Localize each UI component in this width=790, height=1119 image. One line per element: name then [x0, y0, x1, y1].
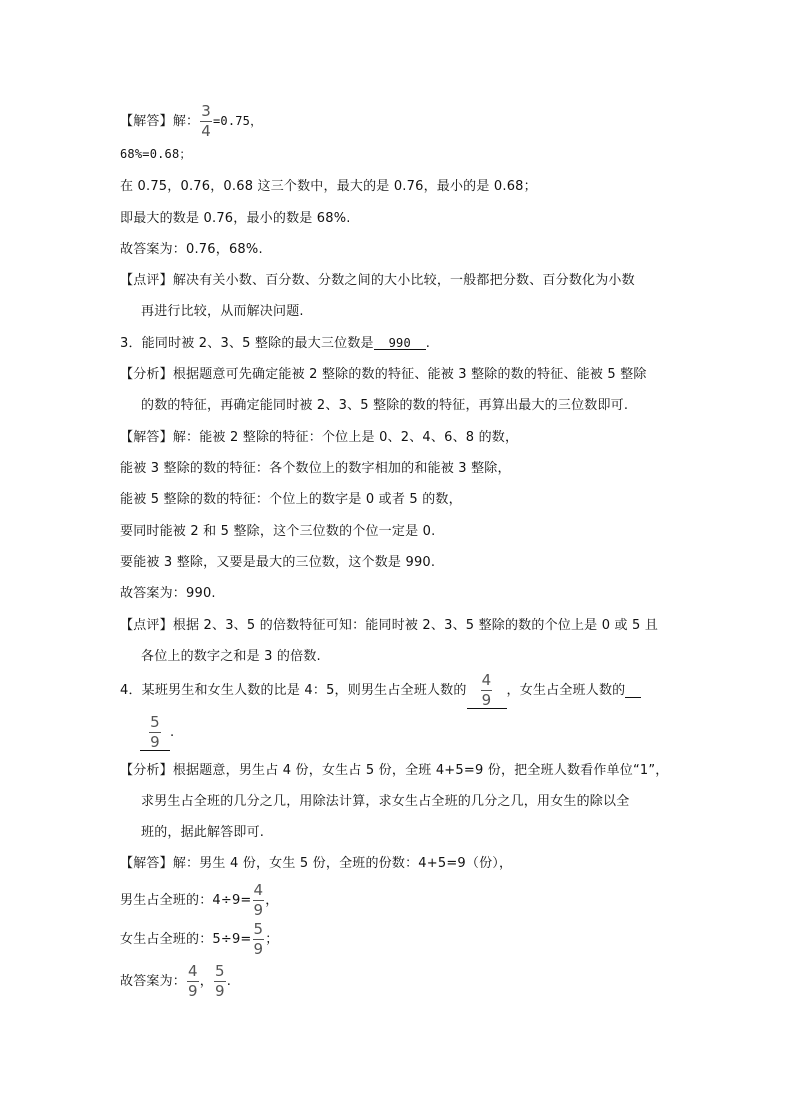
text: ； — [265, 932, 279, 947]
text: ， — [265, 893, 279, 908]
numerator: 5 — [214, 962, 225, 980]
numerator: 4 — [481, 671, 492, 689]
answer-blank: 990 — [374, 337, 426, 350]
section-tag: 【点评】 — [120, 273, 173, 288]
fraction — [200, 104, 212, 139]
analysis-line-2: 的数的特征，再确定能同时被 2、3、5 整除的数的特征，再算出最大的三位数即可. — [141, 398, 629, 413]
numerator: 4 — [253, 881, 264, 899]
text: =0.75， — [212, 114, 263, 128]
analysis-line-3: 班的，据此解答即可. — [141, 825, 265, 840]
denominator: 9 — [253, 940, 264, 958]
section-tag: 【解答】 — [120, 430, 173, 445]
text: 根据 2、3、5 的倍数特征可知：能同时被 2、3、5 整除的数的个位上是 0 或 5 且 — [172, 618, 659, 633]
answer-line-3: 在 0.75，0.76，0.68 这三个数中，最大的是 0.76，最小的是 0.68； — [120, 179, 537, 194]
fraction — [214, 964, 226, 999]
answer-line-5: 故答案为：0.76，68%. — [120, 242, 263, 257]
text: 根据题意，男生占 4 份，女生占 5 份，全班 4+5=9 份，把全班人数看作单位“1”， — [172, 763, 669, 778]
fraction — [149, 715, 161, 750]
section-tag: 【分析】 — [120, 763, 173, 778]
solution-line-2: 能被 3 整除的数的特征：各个数位上的数字相加的和能被 3 整除， — [120, 461, 511, 476]
numerator: 5 — [150, 713, 160, 731]
analysis-line-2: 求男生占全班的几分之几，用除法计算，求女生占全班的几分之几，用女生的除以全 — [141, 794, 630, 809]
text: 解决有关小数、百分数、分数之间的大小比较，一般都把分数、百分数化为小数 — [172, 273, 635, 288]
numerator: 4 — [188, 962, 198, 980]
text: 根据题意可先确定能被 2 整除的数的特征、能被 3 整除的数的特征、能被 5 整除 — [172, 367, 647, 382]
text: 男生占全班的：4÷9= — [120, 893, 252, 908]
comment-line-1 — [120, 274, 635, 287]
answer-blank-2 — [140, 715, 170, 751]
question-3-stem — [120, 337, 430, 350]
section-tag: 【解答】 — [120, 114, 173, 129]
analysis-line-1 — [120, 764, 669, 777]
question-text: . — [425, 336, 431, 351]
answer-blank-1 — [467, 673, 507, 709]
solution-line-3: 能被 5 整除的数的特征：个位上的数字是 0 或者 5 的数， — [120, 492, 462, 507]
analysis-line-1 — [120, 368, 647, 381]
question-4-stem-continued — [140, 715, 174, 751]
section-tag: 【点评】 — [120, 618, 173, 633]
solution-line-6: 故答案为：990. — [120, 586, 216, 601]
question-4-stem — [120, 673, 641, 709]
answer-line-4: 即最大的数是 0.76，最小的数是 68%. — [120, 211, 351, 226]
section-tag: 【分析】 — [120, 367, 173, 382]
comment-line-1 — [120, 619, 658, 632]
solution-line-4 — [120, 964, 231, 999]
text: 解：能被 2 整除的特征：个位上是 0、2、4、6、8 的数， — [172, 430, 519, 445]
numerator: 3 — [201, 102, 211, 120]
question-text: . — [170, 725, 175, 740]
fraction — [187, 964, 199, 999]
answer-line-2: 68%=0.68； — [120, 147, 192, 161]
fraction — [481, 673, 493, 708]
solution-line-2 — [120, 883, 278, 918]
denominator: 4 — [201, 122, 211, 140]
answer-blank-2-start — [625, 683, 641, 698]
solution-line-3 — [120, 922, 278, 957]
comment-line-2: 再进行比较，从而解决问题. — [141, 304, 304, 319]
solution-line-4: 要同时能被 2 和 5 整除，这个三位数的个位一定是 0. — [120, 524, 436, 539]
denominator: 9 — [214, 982, 225, 1000]
question-text: 3．能同时被 2、3、5 整除的最大三位数是 — [120, 336, 374, 351]
text: 解：男生 4 份，女生 5 份，全班的份数：4+5=9（份）， — [172, 856, 513, 871]
denominator: 9 — [481, 691, 492, 709]
question-text: ，女生占全班人数的 — [506, 683, 626, 698]
numerator: 5 — [253, 920, 264, 938]
denominator: 9 — [188, 982, 198, 1000]
question-text: 4．某班男生和女生人数的比是 4：5，则男生占全班人数的 — [120, 683, 467, 698]
comment-line-2: 各位上的数字之和是 3 的倍数. — [141, 649, 321, 664]
text: 故答案为： — [120, 974, 187, 989]
denominator: 9 — [150, 733, 160, 751]
solution-line-5: 要能被 3 整除，又要是最大的三位数，这个数是 990. — [120, 555, 436, 570]
section-tag: 【解答】 — [120, 856, 173, 871]
text: 女生占全班的：5÷9= — [120, 932, 252, 947]
denominator: 9 — [253, 901, 264, 919]
text: ， — [199, 974, 213, 989]
solution-line-1 — [120, 431, 518, 444]
text: . — [226, 974, 232, 989]
fraction — [253, 922, 265, 957]
text: 解： — [172, 114, 200, 129]
solution-line-1 — [120, 857, 512, 870]
answer-line-1 — [120, 104, 262, 139]
fraction — [253, 883, 265, 918]
